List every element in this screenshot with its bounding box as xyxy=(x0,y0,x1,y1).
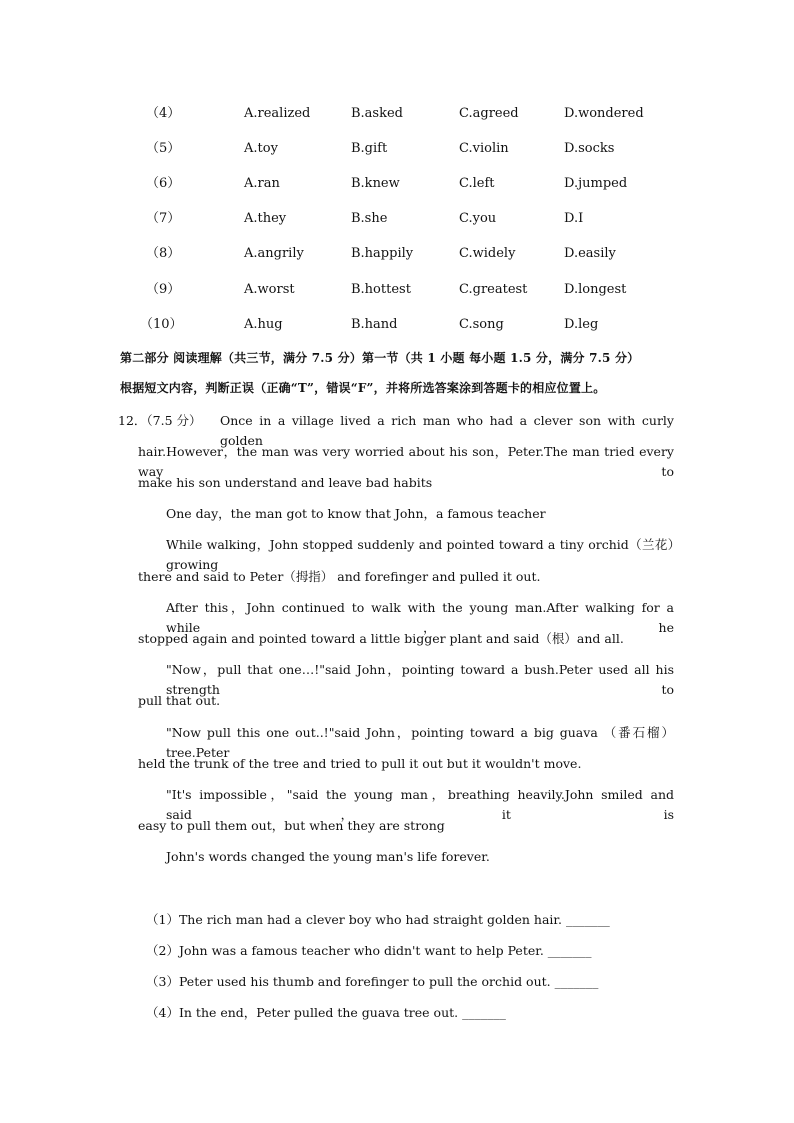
passage-line: hair.However，the man was very worried about his son，Peter.The man tried every way to xyxy=(138,444,674,479)
option-b: B.hand xyxy=(351,317,398,332)
passage-line: "Now，pull that one…!"said John，pointing toward a bush.Peter used all his strength to xyxy=(166,662,674,697)
passage-line: there and said to Peter（拇指） and forefinger and pulled it out. xyxy=(138,569,541,584)
option-d: D.wondered xyxy=(564,106,644,121)
passage-line: One day，the man got to know that John，a famous teacher xyxy=(166,506,546,521)
option-d: D.socks xyxy=(564,141,615,156)
option-d: D.longest xyxy=(564,282,627,297)
option-number: （8） xyxy=(146,246,181,261)
option-row xyxy=(0,139,794,159)
passage-line: Once in a village lived a rich man who had a clever son with curly golden xyxy=(220,413,674,448)
option-d: D.jumped xyxy=(564,176,628,191)
option-number: （5） xyxy=(146,141,181,156)
option-a: A.ran xyxy=(244,176,280,191)
option-c: C.widely xyxy=(459,246,516,261)
option-c: C.agreed xyxy=(459,106,519,121)
option-row xyxy=(0,244,794,264)
option-d: D.I xyxy=(564,211,584,226)
statement: （3）Peter used his thumb and forefinger to pull the orchid out. _______ xyxy=(146,974,599,989)
passage-line: John's words changed the young man's life forever. xyxy=(166,849,490,864)
option-number: （9） xyxy=(146,282,181,297)
section-instruction: 根据短文内容，判断正误（正确“T”，错误“F”，并将所选答案涂到答题卡的相应位置上。 xyxy=(120,381,606,395)
option-b: B.asked xyxy=(351,106,403,121)
passage-line: held the trunk of the tree and tried to pull it out but it wouldn't move. xyxy=(138,756,582,771)
option-a: A.realized xyxy=(244,106,311,121)
passage-line: "It's impossible，"said the young man，breathing heavily.John smiled and said，it is xyxy=(166,787,674,822)
passage-line: easy to pull them out，but when they are strong xyxy=(138,818,445,833)
option-row xyxy=(0,315,794,335)
option-c: C.violin xyxy=(459,141,509,156)
passage-line: pull that out. xyxy=(138,693,221,708)
option-c: C.you xyxy=(459,211,497,226)
question-number: 12．（7.5 分） xyxy=(118,413,202,428)
option-d: D.easily xyxy=(564,246,616,261)
option-a: A.toy xyxy=(244,141,278,156)
passage-line: "Now pull this one out..!"said John，pointing toward a big guava （番石榴）tree.Peter xyxy=(166,725,674,760)
option-c: C.left xyxy=(459,176,495,191)
option-a: A.hug xyxy=(244,317,283,332)
option-b: B.she xyxy=(351,211,388,226)
option-a: A.worst xyxy=(244,282,295,297)
option-a: A.angrily xyxy=(244,246,304,261)
option-row xyxy=(0,280,794,300)
statement: （1）The rich man had a clever boy who had straight golden hair. _______ xyxy=(146,912,610,927)
option-b: B.hottest xyxy=(351,282,411,297)
statement: （2）John was a famous teacher who didn't want to help Peter. _______ xyxy=(146,943,592,958)
option-row xyxy=(0,104,794,124)
option-c: C.greatest xyxy=(459,282,528,297)
option-number: （6） xyxy=(146,176,181,191)
passage-line: While walking，John stopped suddenly and pointed toward a tiny orchid（兰花）growing xyxy=(166,537,674,572)
option-b: B.happily xyxy=(351,246,414,261)
option-number: （10） xyxy=(140,317,183,332)
option-row xyxy=(0,209,794,229)
option-b: B.gift xyxy=(351,141,388,156)
option-b: B.knew xyxy=(351,176,400,191)
option-number: （7） xyxy=(146,211,181,226)
option-c: C.song xyxy=(459,317,504,332)
option-row xyxy=(0,174,794,194)
option-number: （4） xyxy=(146,106,181,121)
option-d: D.leg xyxy=(564,317,599,332)
passage-line: stopped again and pointed toward a little bigger plant and said（根）and all. xyxy=(138,631,624,646)
passage-line: make his son understand and leave bad habits xyxy=(138,475,433,490)
statement: （4）In the end，Peter pulled the guava tree out. _______ xyxy=(146,1005,506,1020)
option-a: A.they xyxy=(244,211,287,226)
section-header: 第二部分 阅读理解（共三节，满分 7.5 分）第一节（共 1 小题 每小题 1.5 分，满分 7.5 分） xyxy=(120,351,640,365)
passage-line: After this，John continued to walk with the young man.After walking for a while，he xyxy=(166,600,674,635)
